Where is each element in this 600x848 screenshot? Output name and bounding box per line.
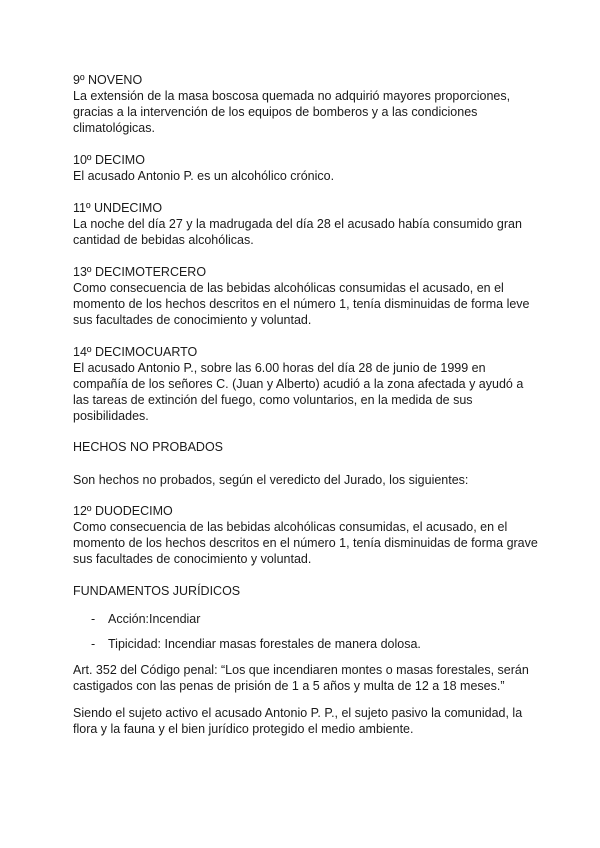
articulo-line: castigados con las penas de prisión de 1 a 5 años y multa de 12 a 18 meses.” xyxy=(73,679,505,693)
section-undecimo xyxy=(73,200,543,248)
fundamentos-title: FUNDAMENTOS JURÍDICOS xyxy=(73,584,241,598)
section-decimocuarto xyxy=(73,344,543,424)
hechos-no-probados-title-block xyxy=(73,439,543,455)
section-noveno xyxy=(73,72,543,136)
bullet-dash: - xyxy=(91,637,96,651)
section-decimo xyxy=(73,152,543,184)
section-heading: 13º DECIMOTERCERO xyxy=(73,265,207,279)
section-line: El acusado Antonio P., sobre las 6.00 horas del día 28 de junio de 1999 en xyxy=(73,361,486,375)
section-line: La extensión de la masa boscosa quemada no adquirió mayores proporciones, xyxy=(73,89,511,103)
section-heading: 12º DUODECIMO xyxy=(73,504,173,518)
hechos-no-probados-title: HECHOS NO PROBADOS xyxy=(73,440,224,454)
bullet-item-tipicidad xyxy=(91,636,541,652)
section-heading: 14º DECIMOCUARTO xyxy=(73,345,198,359)
fundamentos-title-block xyxy=(73,583,543,599)
hechos-no-probados-intro-block xyxy=(73,472,543,488)
section-line: El acusado Antonio P. es un alcohólico crónico. xyxy=(73,169,335,183)
section-line: momento de los hechos descritos en el número 1, tenía disminuidas de forma grave xyxy=(73,536,538,550)
section-line: Como consecuencia de las bebidas alcohólicas consumidas, el acusado, en el xyxy=(73,520,508,534)
sujeto-line: Siendo el sujeto activo el acusado Antonio P. P., el sujeto pasivo la comunidad, la xyxy=(73,706,523,720)
hechos-no-probados-intro: Son hechos no probados, según el veredicto del Jurado, los siguientes: xyxy=(73,473,469,487)
section-heading: 10º DECIMO xyxy=(73,153,145,167)
section-line: cantidad de bebidas alcohólicas. xyxy=(73,233,254,247)
section-duodecimo xyxy=(73,503,543,567)
sujeto-paragraph xyxy=(73,705,543,737)
section-line: compañía de los señores C. (Juan y Alberto) acudió a la zona afectada y ayudó a xyxy=(73,377,524,391)
section-line: posibilidades. xyxy=(73,409,149,423)
section-line: sus facultades de conocimiento y voluntad. xyxy=(73,313,312,327)
section-line: La noche del día 27 y la madrugada del día 28 el acusado había consumido gran xyxy=(73,217,522,231)
section-heading: 11º UNDECIMO xyxy=(73,201,163,215)
section-line: climatológicas. xyxy=(73,121,155,135)
section-decimotercero xyxy=(73,264,543,328)
articulo-paragraph xyxy=(73,662,543,694)
section-line: las tareas de extinción del fuego, como voluntarios, en la medida de sus xyxy=(73,393,473,407)
section-line: momento de los hechos descritos en el número 1, tenía disminuidas de forma leve xyxy=(73,297,530,311)
bullet-text: Acción:Incendiar xyxy=(108,612,201,626)
section-heading: 9º NOVENO xyxy=(73,73,143,87)
sujeto-line: flora y la fauna y el bien jurídico protegido el medio ambiente. xyxy=(73,722,414,736)
bullet-dash: - xyxy=(91,612,96,626)
bullet-text: Tipicidad: Incendiar masas forestales de manera dolosa. xyxy=(108,637,421,651)
section-line: Como consecuencia de las bebidas alcohólicas consumidas el acusado, en el xyxy=(73,281,504,295)
section-line: sus facultades de conocimiento y voluntad. xyxy=(73,552,312,566)
bullet-item-accion xyxy=(91,611,541,627)
section-line: gracias a la intervención de los equipos de bomberos y a las condiciones xyxy=(73,105,478,119)
articulo-line: Art. 352 del Código penal: “Los que incendiaren montes o masas forestales, serán xyxy=(73,663,529,677)
